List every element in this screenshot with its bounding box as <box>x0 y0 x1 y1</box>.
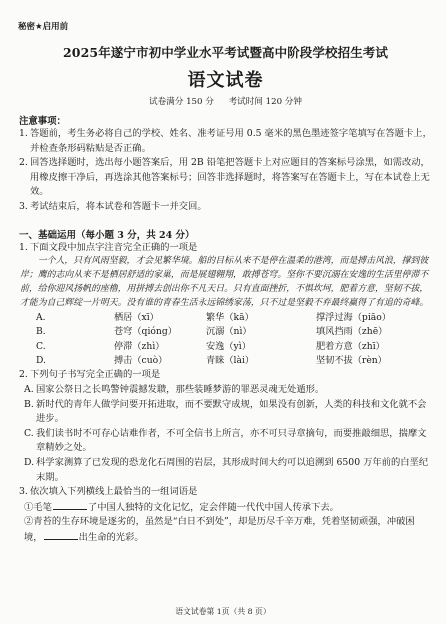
option-letter: B. <box>24 398 34 410</box>
option-word: 填风挡雨（zhē） <box>316 326 388 338</box>
option-word: 撑浮过海（piāo） <box>316 311 391 323</box>
question-3-line-1 <box>19 500 432 516</box>
question-text: 依次填入下列横线上最恰当的一组词语是 <box>30 486 198 498</box>
option-letter: D. <box>36 355 46 366</box>
note-text: 考试结束后，将本试卷和答题卡一并交回。 <box>30 200 207 212</box>
option-word: 青睐（lài） <box>206 355 255 366</box>
question-1-options <box>19 311 432 369</box>
option-letter: C. <box>36 340 46 352</box>
option-word: 搏击（cuò） <box>114 355 168 366</box>
option-letter: B. <box>36 326 46 338</box>
line-text: 了中国人独特的文化记忆，定会伴随一代代中国人传承下去。 <box>87 501 339 513</box>
question-3-stem <box>19 485 432 500</box>
option-letter: C. <box>24 427 34 439</box>
fill-blank[interactable] <box>44 530 78 540</box>
option-letter: A. <box>24 384 34 395</box>
option-word: 肥着方意（zhī） <box>316 340 385 352</box>
line-text: 出生命的光彩。 <box>78 531 144 543</box>
question-3-line-2 <box>19 515 432 545</box>
option-letter: D. <box>24 456 35 468</box>
question-2-option <box>19 383 432 398</box>
option-letter: A. <box>36 311 46 323</box>
subject-title: 语文试卷 <box>187 70 264 91</box>
notes-heading: 注意事项： <box>19 116 66 127</box>
question-1-passage: 一个人，只有风雨坚毅，才会见繁华境。船的目标从来不是停在温柔的港湾，而是搏击风浪，撑到彼岸；鹰的志向从来不是栖居舒适的家巢，而是展翅翱翔，敢搏苍穹。坚你不要沉溺在安逸的生活里停滞不前，给你迎风扬帆的座橹，用拼搏去创出你不凡天日。只有直面挫折，不惧坎坷，肥着方意，坚韧不拔，才能为自己辉绽一片明天。没有谁的青春生活永远锦绣家荡，只不过是坚毅不弃最终赢得了有追的奇峰。 <box>20 256 429 308</box>
exam-meta <box>19 95 432 107</box>
option-word: 安逸（yì） <box>206 340 251 352</box>
note-number: 3. <box>19 200 28 212</box>
line-text: ①毛笔 <box>24 501 52 513</box>
question-number: 3. <box>19 486 28 498</box>
note-text: 回答选择题时，选出每小题答案后，用 2B 铅笔把答题卡上对应题目的答案标号涂黑，如需改动，用橡皮擦干净后，再选涂其他答案标号；回答非选择题时，将答案写在答题卡上，写在本试卷上无效。 <box>30 157 430 198</box>
note-item <box>19 127 432 156</box>
option-word: 停滞（zhì） <box>114 340 165 352</box>
question-text: 下列句子书写完全正确的一项是 <box>30 369 161 381</box>
question-2-option <box>19 398 432 427</box>
line-text: ②青苔的生存环境是逐劣的，虽然是“白日不到处”，却是历尽千辛万难，凭着坚韧顽强，冲破困境， <box>24 516 415 543</box>
note-text: 答题前，考生务必将自己的学校、姓名、准考证号用 0.5 毫米的黑色墨迹签字笔填写在答题卡上，并检查条形码粘贴是否正确。 <box>30 128 432 154</box>
option-word: 苍穹（qióng） <box>114 326 177 338</box>
option-word: 坚韧不拔（rèn） <box>316 355 387 366</box>
page-footer: 语文试卷第 1页（共 8 页） <box>175 607 271 616</box>
section-heading: 一、基础运用（每小题 3 分，共 24 分） <box>19 229 195 241</box>
question-2-option <box>19 427 432 456</box>
question-text: 下面文段中加点字注音完全正确的一项是 <box>30 241 198 253</box>
score-info: 试卷满分 150 分 <box>148 97 214 107</box>
question-1-stem <box>19 241 432 256</box>
question-number: 1. <box>19 241 28 253</box>
question-number: 2. <box>19 369 28 381</box>
note-item <box>19 156 432 200</box>
note-item <box>19 200 432 215</box>
note-number: 1. <box>19 128 28 139</box>
exam-title: 2025年遂宁市初中学业水平考试暨高中阶段学校招生考试 <box>63 45 388 60</box>
option-text: 科学家测算了已发现的恐龙化石周围的岩层，其形成时间大约可以追溯到 6500 万年前的白垩纪末期。 <box>36 456 429 483</box>
time-info: 考试时间 120 分钟 <box>228 97 302 107</box>
option-word: 沉溺（nì） <box>206 326 252 338</box>
option-text: 新时代的青年人做学问要开拓进取，而不要默守成规，如果没有创新，人类的科技和文化就不会进步。 <box>36 398 427 425</box>
question-2-option <box>19 456 432 485</box>
note-number: 2. <box>19 157 28 169</box>
option-word: 栖居（xī） <box>114 311 159 323</box>
fill-blank[interactable] <box>53 500 87 510</box>
secret-label: 秘密★启用前 <box>18 22 69 32</box>
question-2-stem <box>19 368 432 383</box>
option-text: 我们读书时不可存心诘难作者，不可全信书上所言，亦不可只寻章摘句，而要推敲细思，揣摩文章精妙之处。 <box>36 427 427 454</box>
option-text: 国家公祭日之长鸣警钟震撼发聩，那些装睡梦游的罪恶灵魂无处遁形。 <box>36 384 325 395</box>
option-word: 繁华（kā） <box>206 311 254 323</box>
